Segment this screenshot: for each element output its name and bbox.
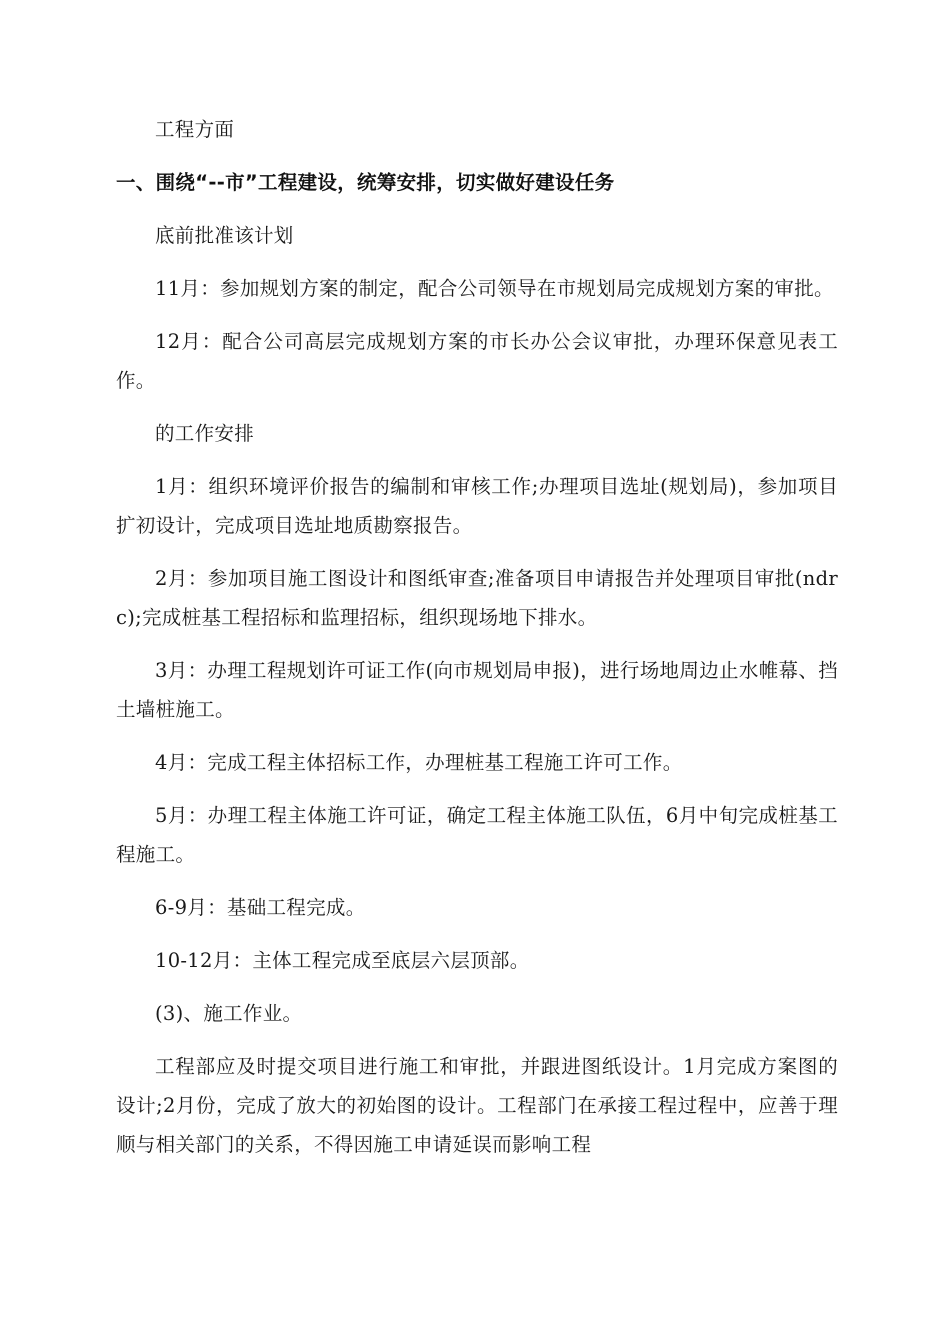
paragraph: (3)、施工作业。	[155, 1002, 303, 1025]
paragraph: 3月：办理工程规划许可证工作(向市规划局申报)，进行场地周边止水帷幕、挡土墙桩施工。	[116, 659, 838, 721]
paragraph: 6-9月：基础工程完成。	[155, 896, 366, 919]
section-heading: 一、围绕“--市”工程建设，统筹安排，切实做好建设任务	[116, 171, 615, 194]
paragraph: 11月：参加规划方案的制定，配合公司领导在市规划局完成规划方案的审批。	[155, 277, 834, 300]
paragraph: 底前批准该计划	[155, 224, 294, 247]
paragraph: 2月：参加项目施工图设计和图纸审查;准备项目申请报告并处理项目审批(ndrc);完成桩基工程招标和监理招标，组织现场地下排水。	[116, 567, 838, 629]
paragraph: 10-12月：主体工程完成至底层六层顶部。	[155, 949, 530, 972]
section-title: 工程方面	[155, 118, 235, 141]
paragraph: 1月：组织环境评价报告的编制和审核工作;办理项目选址(规划局)，参加项目扩初设计，完成项目选址地质勘察报告。	[116, 475, 838, 537]
paragraph: 5月：办理工程主体施工许可证，确定工程主体施工队伍，6月中旬完成桩基工程施工。	[116, 804, 838, 866]
document-page	[116, 110, 838, 1178]
paragraph: 12月：配合公司高层完成规划方案的市长办公会议审批，办理环保意见表工作。	[116, 330, 838, 392]
paragraph: 4月：完成工程主体招标工作，办理桩基工程施工许可工作。	[155, 751, 683, 774]
paragraph: 工程部应及时提交项目进行施工和审批，并跟进图纸设计。1月完成方案图的设计;2月份，完成了放大的初始图的设计。工程部门在承接工程过程中，应善于理顺与相关部门的关系，不得因施工申请延误而影响工程	[116, 1055, 838, 1156]
paragraph: 的工作安排	[155, 422, 255, 445]
